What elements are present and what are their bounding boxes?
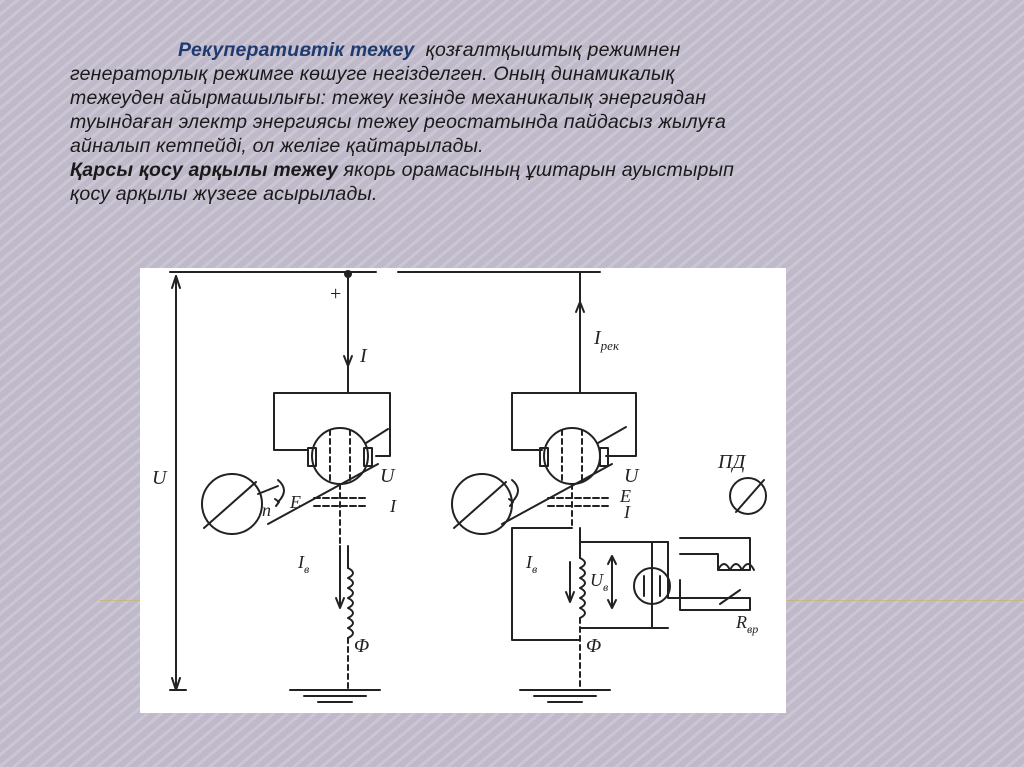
label-Iv-right: $I_в$ (526, 552, 538, 576)
label-I-top: I (360, 345, 367, 367)
paragraph-1-line-4: туындаған электр энергиясы тежеу реостатында пайдасыз жылуға (70, 111, 727, 133)
label-R-vr: $R_{вр}$ (736, 612, 759, 636)
paragraph-2-line-1 (70, 158, 950, 182)
label-Iv-left: $I_в$ (298, 552, 310, 576)
label-E-right: E (620, 486, 631, 506)
circuit-diagram (140, 268, 786, 713)
label-I-rek: $I_{рек}$ (594, 327, 620, 353)
label-E-left: E (290, 492, 301, 512)
term-counter-current-braking: Қарсы қосу арқылы тежеу (70, 159, 338, 181)
label-n: n (262, 500, 271, 520)
label-I-left-right: I (390, 496, 396, 516)
label-I-right: I (624, 502, 630, 522)
label-U-left: U (152, 467, 167, 489)
paragraph-2-text: якорь орамасының ұштарын ауыстырып (343, 159, 735, 181)
label-U-right: U (624, 465, 639, 487)
paragraph-1-line-1 (70, 38, 950, 62)
label-Phi-right: Φ (586, 635, 602, 657)
label-Phi-left: Φ (354, 635, 370, 657)
term-recuperative-braking: Рекуперативтік тежеу (178, 39, 415, 61)
label-U-motor: U (380, 465, 395, 487)
paragraph-1-line-2: генераторлық режимге көшуге негізделген. Оның динамикалық (70, 63, 675, 85)
paragraph-1-line-5: айналып кетпейді, ол желіге қайтарылады. (70, 135, 484, 157)
paragraph-1-line-3: тежеуден айырмашылығы: тежеу кезінде механикалық энергиядан (70, 87, 707, 109)
label-PD: ПД (718, 451, 746, 473)
label-Uv: $U_в$ (590, 570, 609, 594)
slide-text (70, 38, 950, 206)
paragraph-1-text: қозғалтқыштық режимнен (425, 39, 681, 61)
label-plus: + (330, 283, 342, 305)
paragraph-2-line-2: қосу арқылы жүзеге асырылады. (70, 183, 378, 205)
